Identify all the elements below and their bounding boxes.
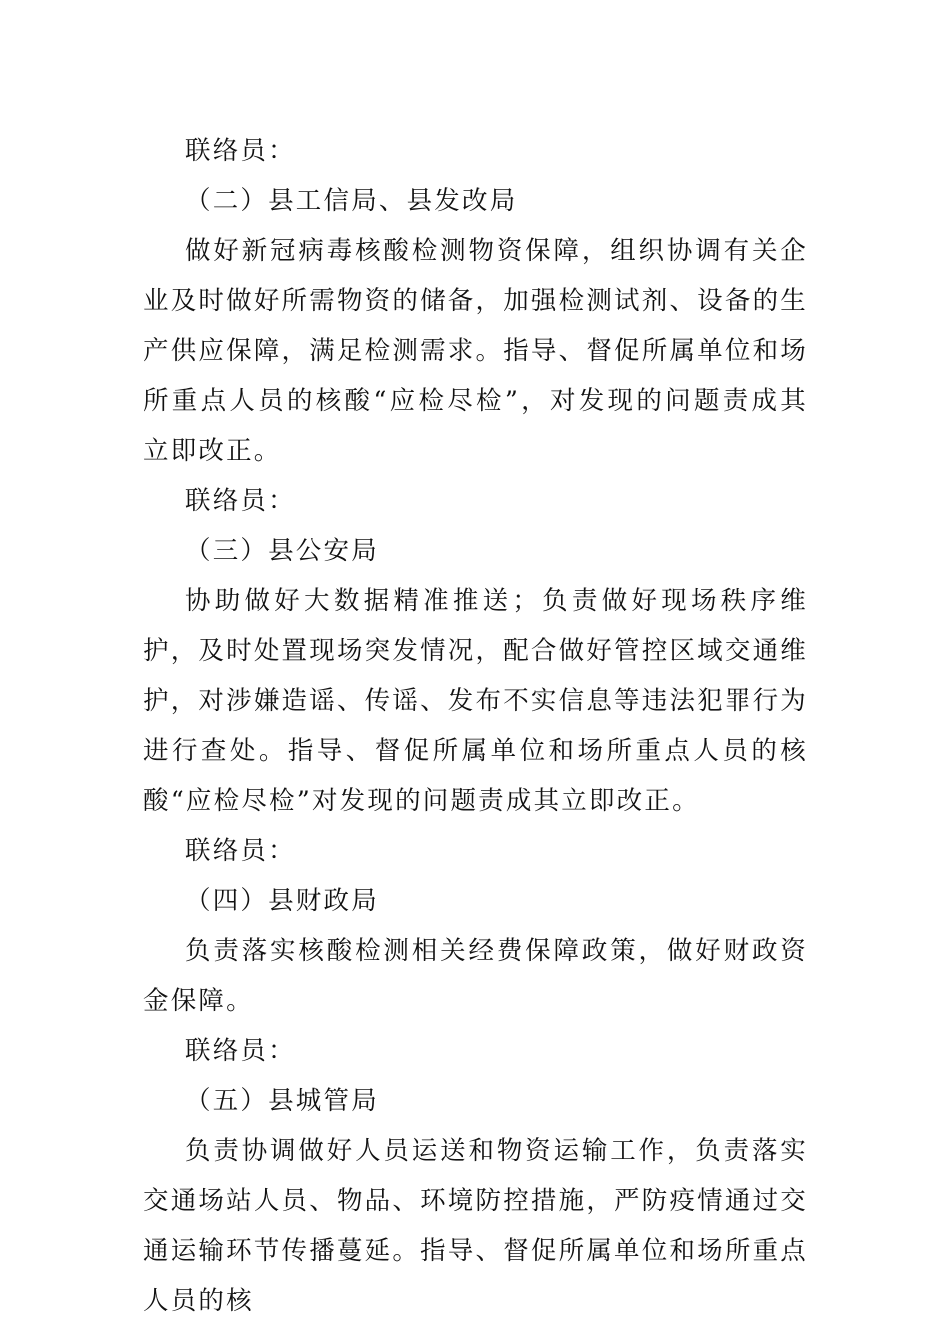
- contact-label: 联络员：: [185, 1036, 296, 1066]
- section-paragraph: 协助做好大数据精准推送；负责做好现场秩序维护，及时处置现场突发情况，配合做好管控区域交通维护，对涉嫌造谣、传谣、发布不实信息等违法犯罪行为进行查处。指导、督促所属单位和场所重点人员的核酸“应检尽检”对发现的问题责成其立即改正。: [143, 586, 808, 816]
- document-body: [143, 126, 808, 1326]
- section-heading: （二）县工信局、县发改局: [185, 186, 518, 216]
- section-paragraph: 做好新冠病毒核酸检测物资保障，组织协调有关企业及时做好所需物资的储备，加强检测试剂、设备的生产供应保障，满足检测需求。指导、督促所属单位和场所重点人员的核酸“应检尽检”，对发现的问题责成其立即改正。: [143, 236, 808, 466]
- section-paragraph: 负责协调做好人员运送和物资运输工作，负责落实交通场站人员、物品、环境防控措施，严防疫情通过交通运输环节传播蔓延。指导、督促所属单位和场所重点人员的核: [143, 1136, 808, 1316]
- contact-label: 联络员：: [185, 836, 296, 866]
- contact-label: 联络员：: [185, 136, 296, 166]
- section-heading: （三）县公安局: [185, 536, 379, 566]
- section-heading: （五）县城管局: [185, 1086, 379, 1116]
- section-paragraph: 负责落实核酸检测相关经费保障政策，做好财政资金保障。: [143, 936, 808, 1016]
- section-heading: （四）县财政局: [185, 886, 379, 916]
- contact-label: 联络员：: [185, 486, 296, 516]
